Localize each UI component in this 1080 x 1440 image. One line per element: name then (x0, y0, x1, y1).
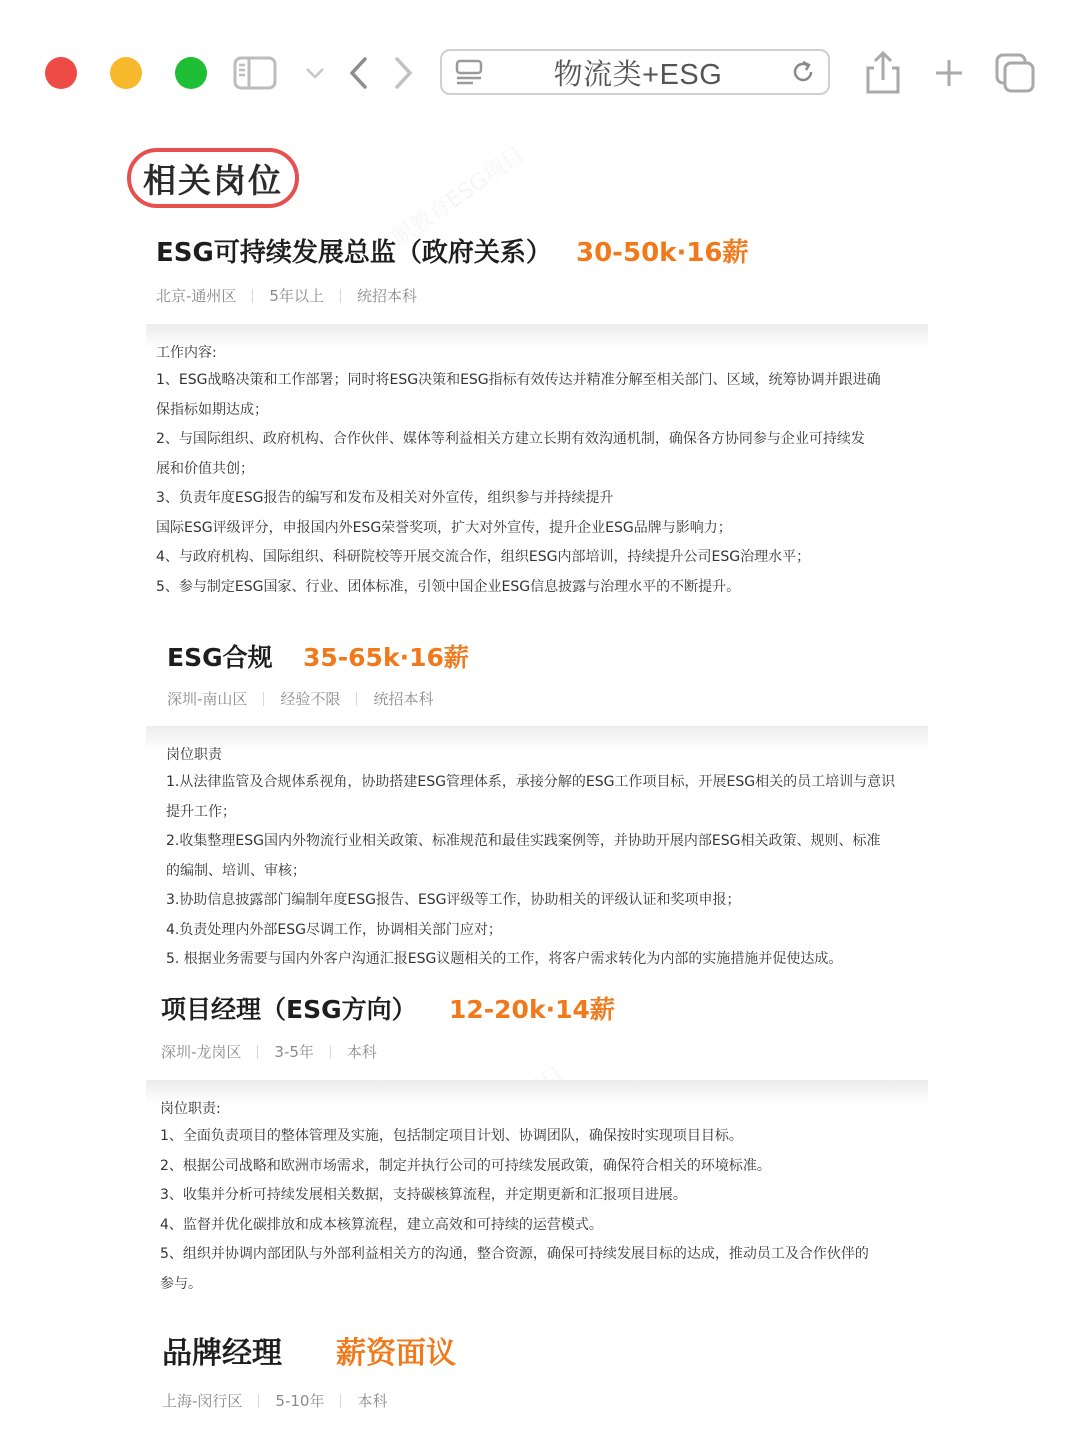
job-title[interactable]: 品牌经理 (162, 1336, 282, 1371)
job-description (146, 324, 928, 602)
description-line: 3、收集并分析可持续发展相关数据，支持碳核算流程，并定期更新和汇报项目进展。 (160, 1187, 687, 1203)
description-line: 5. 根据业务需要与国内外客户沟通汇报ESG议题相关的工作，将客户需求转化为内部的实施措施并促使达成。 (166, 951, 843, 967)
description-line: 1.从法律监管及合规体系视角，协助搭建ESG管理体系，承接分解的ESG工作项目标，开展ESG相关的员工培训与意识 (166, 774, 896, 790)
job-salary: 35-65k·16薪 (303, 643, 469, 672)
url-text[interactable]: 物流类+ESG (553, 58, 723, 91)
description-line: 展和价值共创； (156, 460, 254, 477)
job-salary: 30-50k·16薪 (576, 238, 749, 268)
job-experience: 经验不限 (280, 690, 341, 708)
description-line: 保指标如期达成； (156, 401, 268, 418)
job-salary: 薪资面议 (336, 1336, 456, 1371)
job-education: 统招本科 (356, 287, 417, 305)
job-location: 深圳-南山区 (167, 690, 248, 708)
description-line: 1、全面负责项目的整体管理及实施，包括制定项目计划、协调团队，确保按时实现项目目标。 (160, 1128, 743, 1144)
job-education: 本科 (346, 1043, 377, 1061)
description-line: 3、负责年度ESG报告的编写和发布及相关对外宣传，组织参与并持续提升 (156, 490, 614, 506)
chevron-left-icon (348, 56, 370, 90)
share-button[interactable] (858, 52, 908, 94)
article-content (0, 140, 1080, 1440)
plus-icon (934, 58, 964, 88)
job-location: 上海-闵行区 (162, 1392, 243, 1410)
share-icon (860, 50, 906, 96)
job-meta (161, 1041, 377, 1062)
description-line: 2、与国际组织、政府机构、合作伙伴、媒体等利益相关方建立长期有效沟通机制，确保各方协同参与企业可持续发 (156, 431, 865, 447)
description-line: 1、ESG战略决策和工作部署；同时将ESG决策和ESG指标有效传达并精准分解至相关部门、区域，统筹协调并跟进确 (156, 372, 881, 388)
job-description (146, 1080, 928, 1299)
description-line: 2.收集整理ESG国内外物流行业相关政策、标准规范和最佳实践案例等，并协助开展内部ESG相关政策、规则、标准 (166, 833, 881, 849)
reader-icon[interactable] (442, 59, 498, 85)
description-line: 4、与政府机构、国际组织、科研院校等开展交流合作，组织ESG内部培训，持续提升公司ESG治理水平； (156, 549, 811, 565)
tab-overview-button[interactable] (990, 52, 1040, 94)
description-line: 4、监督并优化碳排放和成本核算流程，建立高效和可持续的运营模式。 (160, 1216, 603, 1233)
description-line: 3.协助信息披露部门编制年度ESG报告、ESG评级等工作，协助相关的评级认证和奖项申报； (166, 892, 741, 908)
back-button[interactable] (342, 52, 376, 94)
description-line: 参与。 (160, 1275, 202, 1292)
sidebar-icon (233, 56, 277, 90)
job-experience: 3-5年 (274, 1043, 314, 1061)
section-title: 相关岗位 (127, 148, 299, 208)
tab-group-dropdown[interactable] (300, 52, 330, 94)
description-heading: 工作内容: (156, 345, 217, 361)
description-heading: 岗位职责 (166, 747, 222, 763)
job-location: 北京-通州区 (156, 287, 237, 305)
browser-toolbar (0, 0, 1080, 140)
sidebar-toggle-button[interactable] (232, 52, 278, 94)
new-tab-button[interactable] (928, 52, 970, 94)
job-meta (167, 688, 433, 709)
description-line: 4.负责处理内外部ESG尽调工作，协调相关部门应对； (166, 921, 502, 938)
reload-icon[interactable] (778, 59, 828, 85)
description-line: 的编制、培训、审核； (166, 862, 306, 879)
description-line: 2、根据公司战略和欧洲市场需求，制定并执行公司的可持续发展政策，确保符合相关的环境标准。 (160, 1157, 771, 1174)
close-window-button[interactable] (45, 57, 77, 89)
job-meta (162, 1390, 387, 1411)
address-bar[interactable] (440, 49, 830, 95)
forward-button[interactable] (386, 52, 420, 94)
chevron-down-icon (304, 66, 326, 80)
job-title[interactable]: ESG可持续发展总监（政府关系） (156, 238, 552, 268)
job-title[interactable]: ESG合规 (167, 643, 273, 672)
job-education: 统招本科 (373, 690, 434, 708)
job-location: 深圳-龙岗区 (161, 1043, 242, 1061)
tabs-icon (993, 51, 1037, 95)
description-line: 提升工作； (166, 803, 236, 820)
description-line: 5、组织并协调内部团队与外部利益相关方的沟通，整合资源，确保可持续发展目标的达成，推动员工及合作伙伴的 (160, 1246, 869, 1262)
chevron-right-icon (392, 56, 414, 90)
job-experience: 5年以上 (269, 287, 324, 305)
description-line: 国际ESG评级评分，申报国内外ESG荣誉奖项，扩大对外宣传，提升企业ESG品牌与影响力； (156, 519, 732, 536)
minimize-window-button[interactable] (110, 57, 142, 89)
job-experience: 5-10年 (275, 1392, 325, 1410)
job-education: 本科 (357, 1392, 388, 1410)
job-description (146, 726, 928, 975)
zoom-window-button[interactable] (175, 57, 207, 89)
job-meta (156, 285, 417, 306)
watermark: 职教育ESG项目 (387, 142, 530, 252)
job-salary: 12-20k·14薪 (449, 995, 615, 1024)
description-heading: 岗位职责: (160, 1101, 221, 1117)
job-title[interactable]: 项目经理（ESG方向） (161, 995, 417, 1024)
description-line: 5、参与制定ESG国家、行业、团体标准，引领中国企业ESG信息披露与治理水平的不断提升。 (156, 578, 741, 595)
